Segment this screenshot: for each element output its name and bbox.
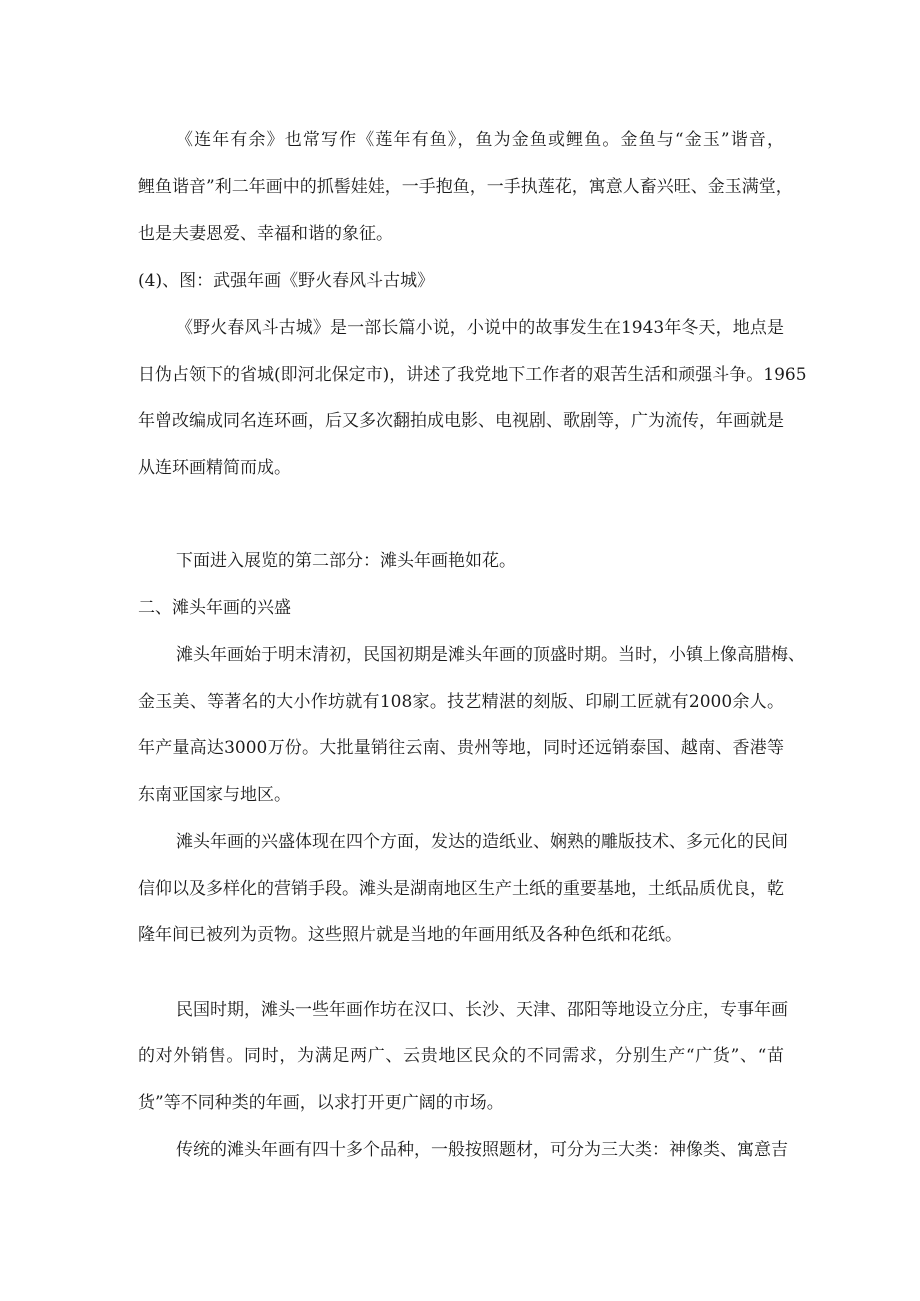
paragraph-line: 金玉美、等著名的大小作坊就有108家。技艺精湛的刻版、印刷工匠就有2000余人。 bbox=[138, 692, 784, 712]
section-heading: (4)、图：武强年画《野火春风斗古城》 bbox=[138, 271, 435, 291]
paragraph-line: 鲤鱼谐音”利二年画中的抓髻娃娃，一手抱鱼，一手执莲花，寓意人畜兴旺、金玉满堂， bbox=[138, 177, 793, 197]
paragraph-line: 传统的滩头年画有四十多个品种，一般按照题材，可分为三大类：神像类、寓意吉 bbox=[176, 1140, 788, 1160]
paragraph-line: 也是夫妻恩爱、幸福和谐的象征。 bbox=[138, 224, 393, 244]
paragraph-line: 东南亚国家与地区。 bbox=[138, 785, 291, 805]
paragraph-line: 下面进入展览的第二部分：滩头年画艳如花。 bbox=[176, 551, 516, 571]
paragraph-line: 年产量高达3000万份。大批量销往云南、贵州等地，同时还远销泰国、越南、香港等 bbox=[138, 738, 784, 758]
paragraph-line: 民国时期，滩头一些年画作坊在汉口、长沙、天津、邵阳等地设立分庄，专事年画 bbox=[176, 1000, 788, 1020]
paragraph-line: 滩头年画始于明末清初，民国初期是滩头年画的顶盛时期。当时，小镇上像高腊梅、 bbox=[176, 645, 805, 665]
section-heading: 二、滩头年画的兴盛 bbox=[138, 598, 291, 618]
paragraph-line: 从连环画精简而成。 bbox=[138, 458, 291, 478]
paragraph-line: 滩头年画的兴盛体现在四个方面，发达的造纸业、娴熟的雕版技术、多元化的民间 bbox=[176, 832, 788, 852]
paragraph-line: 信仰以及多样化的营销手段。滩头是湖南地区生产土纸的重要基地，土纸品质优良，乾 bbox=[138, 879, 784, 899]
paragraph-line: 隆年间已被列为贡物。这些照片就是当地的年画用纸及各种色纸和花纸。 bbox=[138, 925, 682, 945]
paragraph-line: 《连年有余》也常写作《莲年有鱼》，鱼为金鱼或鲤鱼。金鱼与“金玉”谐音， bbox=[176, 130, 784, 150]
paragraph-line: 的对外销售。同时，为满足两广、云贵地区民众的不同需求，分别生产“广货”、“苗 bbox=[138, 1046, 784, 1066]
paragraph-line: 《野火春风斗古城》是一部长篇小说，小说中的故事发生在1943年冬天，地点是 bbox=[176, 318, 784, 338]
paragraph-line: 年曾改编成同名连环画，后又多次翻拍成电影、电视剧、歌剧等，广为流传，年画就是 bbox=[138, 411, 784, 431]
paragraph-line: 货”等不同种类的年画，以求打开更广阔的市场。 bbox=[138, 1093, 504, 1113]
paragraph-line: 日伪占领下的省城(即河北保定市)，讲述了我党地下工作者的艰苦生活和顽强斗争。1965 bbox=[138, 365, 807, 385]
